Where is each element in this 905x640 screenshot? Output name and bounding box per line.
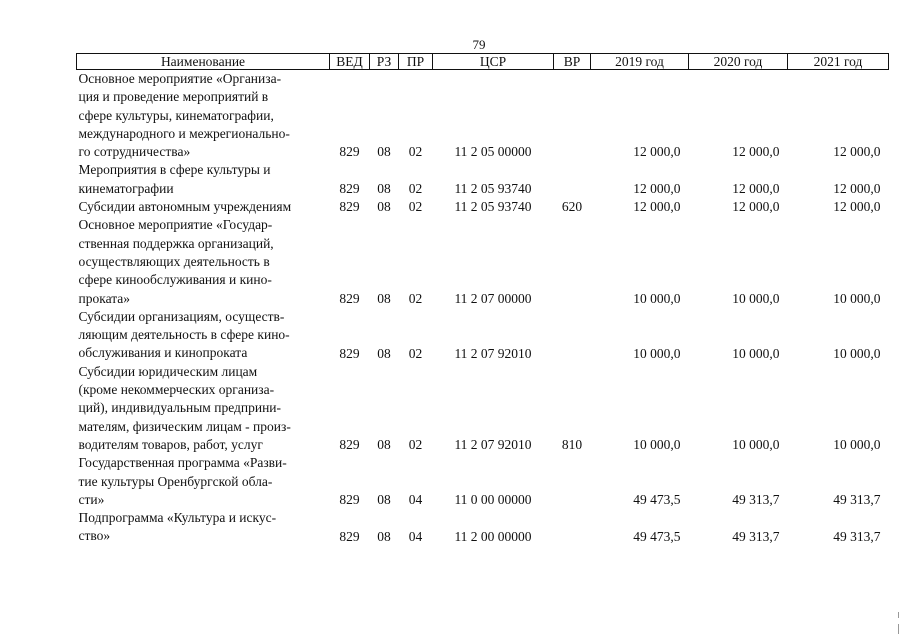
cell-vr [554,308,591,363]
cell-pr: 02 [408,345,423,361]
cell-csr: 11 2 05 93740 [454,199,532,215]
name-line: сфере культуры, кинематографии, [78,107,274,123]
cell-ved: 829 [339,290,360,306]
cell-vr [554,70,591,162]
header-ved: ВЕД [330,54,370,70]
name-line: Субсидии автономным учреждениям [78,199,292,215]
table-body [77,70,889,546]
cell-2020: 10 000,0 [732,290,780,306]
cell-ved: 829 [339,144,360,160]
cell-name [77,161,330,198]
cell-rz: 08 [377,437,391,453]
cell-csr: 11 2 05 93740 [454,181,532,197]
name-line: сти» [78,491,105,507]
table-row [77,70,889,162]
cell-name [77,70,330,162]
cell-name [77,363,330,454]
header-rz: РЗ [370,54,399,70]
cell-vr: 810 [561,437,583,453]
name-line: сфере кинообслуживания и кино- [78,272,272,288]
cell-ved: 829 [339,199,360,215]
cell-rz: 08 [377,345,391,361]
cell-vr: 620 [561,199,583,215]
name-line: Основное мероприятие «Государ- [78,217,273,233]
cell-2021: 49 313,7 [833,492,881,508]
cell-vr [554,161,591,198]
table-row [77,363,889,454]
cell-vr [554,509,591,546]
cell-pr: 02 [408,199,423,215]
table-row [77,198,889,216]
cell-name [77,198,330,216]
table-row [77,161,889,198]
cell-rz: 08 [377,199,391,215]
cell-pr: 02 [408,437,423,453]
cell-2019: 49 473,5 [633,492,681,508]
cell-csr: 11 2 07 00000 [454,290,532,306]
cell-2020: 12 000,0 [732,199,780,215]
cell-vr [554,216,591,307]
cell-rz: 08 [377,181,391,197]
cell-name [77,454,330,509]
cell-pr: 04 [408,492,423,508]
table-row [77,509,889,546]
cell-ved: 829 [339,437,360,453]
cell-2021: 49 313,7 [833,528,881,544]
name-line: Государственная программа «Разви- [78,455,287,471]
cell-csr: 11 2 00 00000 [454,528,532,544]
cell-2020: 10 000,0 [732,437,780,453]
cell-csr: 11 2 07 92010 [454,345,532,361]
table-row [77,216,889,307]
name-line: водителям товаров, работ, услуг [78,436,263,452]
cell-2020: 10 000,0 [732,345,780,361]
cell-2019: 49 473,5 [633,528,681,544]
name-line: (кроме некоммерческих организа- [78,382,275,398]
header-name: Наименование [77,54,330,70]
cell-pr: 02 [408,181,423,197]
name-line: обслуживания и кинопроката [78,345,248,361]
cell-name [77,216,330,307]
cell-pr: 02 [408,144,423,160]
header-vr: ВР [554,54,591,70]
cell-2021: 12 000,0 [833,144,881,160]
cell-ved: 829 [339,528,360,544]
name-line: Мероприятия в сфере культуры и [78,162,271,178]
header-2020: 2020 год [689,54,788,70]
cell-csr: 11 2 05 00000 [454,144,532,160]
header-pr: ПР [399,54,433,70]
cell-2021: 12 000,0 [833,199,881,215]
scan-mark [898,612,899,618]
name-line: кинематографии [78,180,174,196]
cell-2019: 10 000,0 [633,437,681,453]
cell-rz: 08 [377,492,391,508]
cell-2020: 49 313,7 [732,528,780,544]
cell-2020: 49 313,7 [732,492,780,508]
name-line: ций), индивидуальным предприни- [78,400,282,416]
name-line: Подпрограмма «Культура и искус- [78,510,277,526]
name-line: международного и межрегионально- [78,125,290,141]
header-2021: 2021 год [788,54,889,70]
header-2019: 2019 год [591,54,689,70]
cell-name [77,308,330,363]
name-line: Субсидии организациям, осуществ- [78,308,285,324]
name-line: ственная поддержка организаций, [78,235,274,251]
cell-2019: 12 000,0 [633,144,681,160]
cell-rz: 08 [377,144,391,160]
cell-rz: 08 [377,290,391,306]
table-header-row [77,54,889,70]
cell-2020: 12 000,0 [732,144,780,160]
cell-csr: 11 2 07 92010 [454,437,532,453]
name-line: осуществляющих деятельность в [78,253,270,269]
cell-csr: 11 0 00 00000 [454,492,532,508]
table-row [77,454,889,509]
cell-2020: 12 000,0 [732,181,780,197]
header-csr: ЦСР [433,54,554,70]
name-line: Субсидии юридическим лицам [78,363,258,379]
cell-ved: 829 [339,345,360,361]
cell-2019: 12 000,0 [633,181,681,197]
cell-ved: 829 [339,181,360,197]
name-line: ляющим деятельность в сфере кино- [78,327,290,343]
cell-rz: 08 [377,528,391,544]
table-row [77,308,889,363]
budget-table [76,53,889,546]
name-line: го сотрудничества» [78,144,191,160]
cell-pr: 02 [408,290,423,306]
name-line: ция и проведение мероприятий в [78,89,269,105]
scan-mark [898,624,899,634]
cell-pr: 04 [408,528,423,544]
cell-2021: 10 000,0 [833,290,881,306]
cell-2021: 12 000,0 [833,181,881,197]
cell-2021: 10 000,0 [833,437,881,453]
cell-ved: 829 [339,492,360,508]
cell-2019: 12 000,0 [633,199,681,215]
name-line: мателям, физическим лицам - произ- [78,418,291,434]
cell-2021: 10 000,0 [833,345,881,361]
name-line: ство» [78,528,111,544]
page-number: 79 [472,37,486,52]
cell-2019: 10 000,0 [633,345,681,361]
name-line: Основное мероприятие «Организа- [78,71,282,86]
cell-name [77,509,330,546]
name-line: проката» [78,290,131,306]
name-line: тие культуры Оренбургской обла- [78,473,273,489]
cell-2019: 10 000,0 [633,290,681,306]
cell-vr [554,454,591,509]
